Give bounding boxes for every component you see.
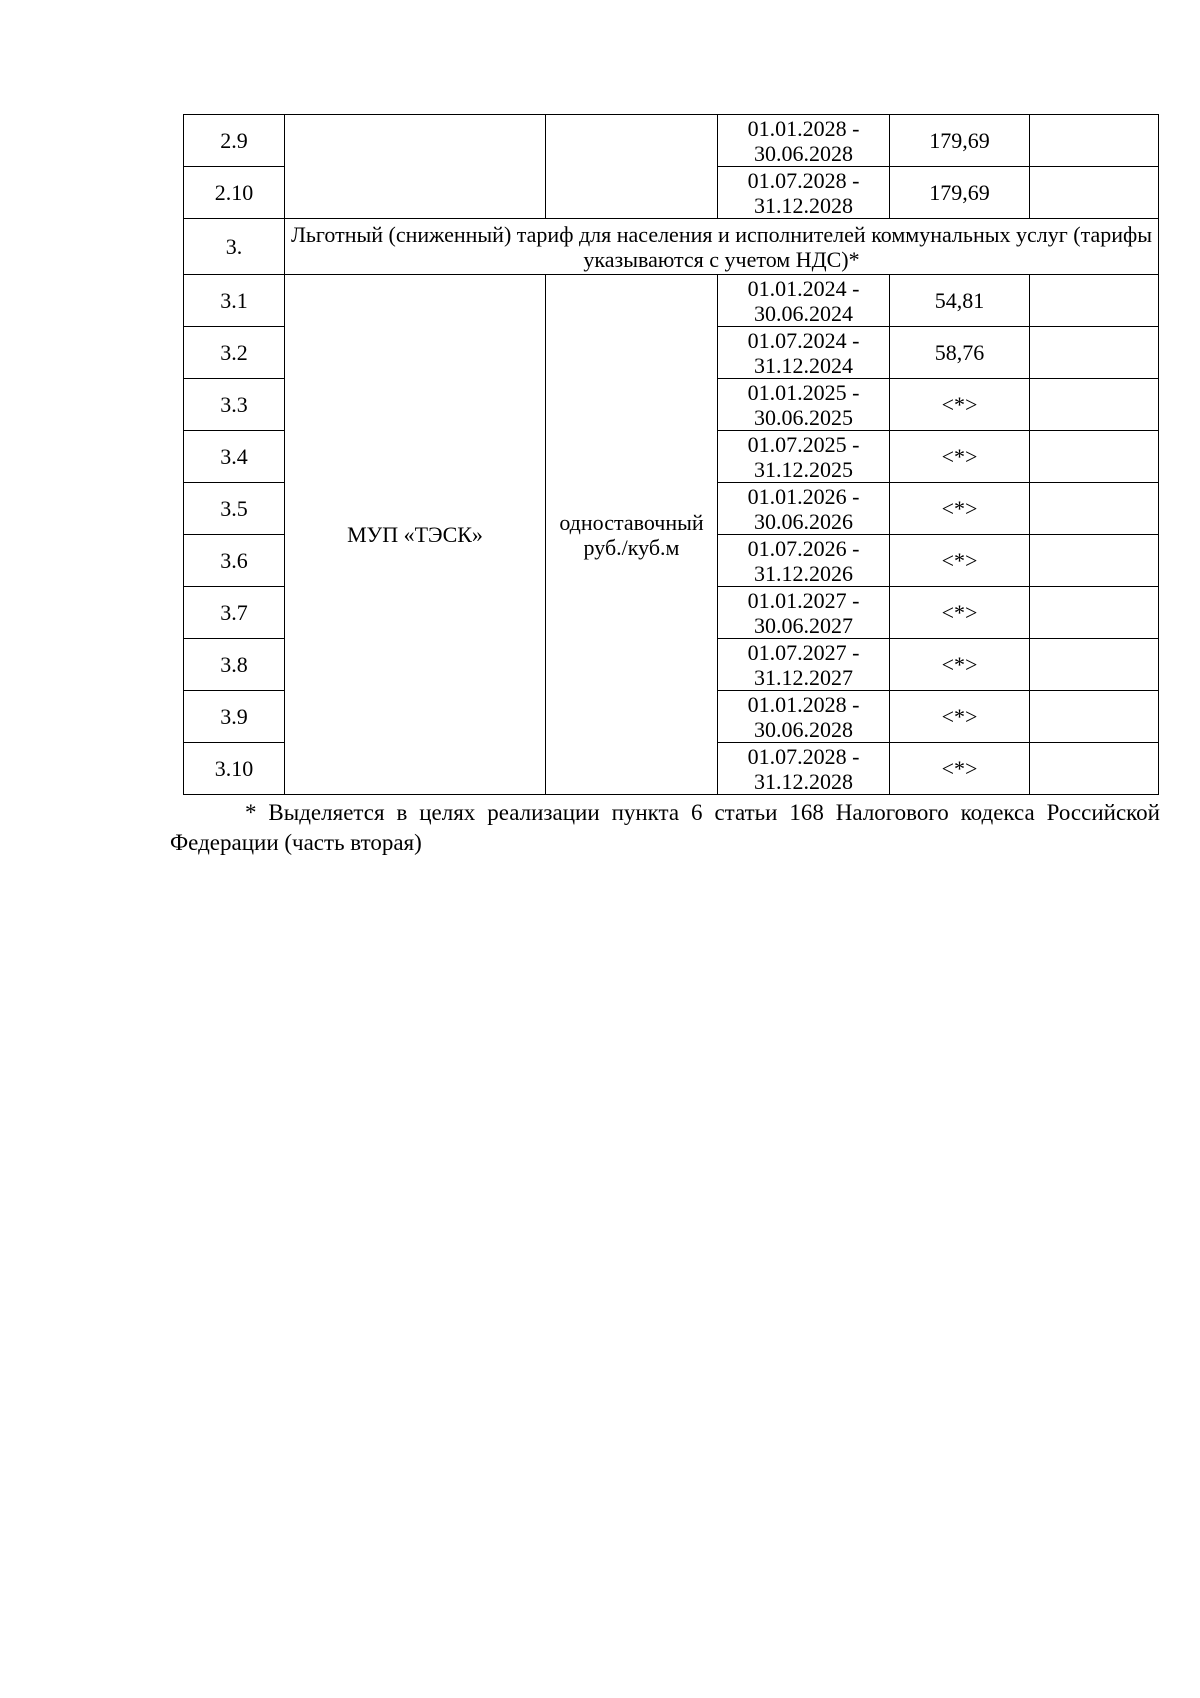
tariff-unit: руб./куб.м [583,534,680,560]
period-cell [718,639,890,691]
period-end: 30.06.2026 [754,508,853,534]
tariff-value: 179,69 [890,167,1030,219]
row-number: 3.1 [184,275,285,327]
period-cell [718,535,890,587]
period-cell [718,379,890,431]
empty-cell [1030,587,1159,639]
period-cell [718,327,890,379]
tariff-value: 58,76 [890,327,1030,379]
organization-name: МУП «ТЭСК» [285,275,546,795]
period-end: 31.12.2025 [754,456,853,482]
tariff-value: <*> [890,379,1030,431]
section-number: 3. [184,219,285,275]
row-number: 3.6 [184,535,285,587]
period-start: 01.07.2026 - [747,535,860,561]
empty-cell [1030,167,1159,219]
tariff-table [183,114,1159,795]
period-start: 01.01.2025 - [747,379,860,405]
tariff-value: <*> [890,431,1030,483]
period-start: 01.01.2028 - [747,691,860,717]
tariff-value: <*> [890,535,1030,587]
tariff-value: <*> [890,691,1030,743]
tariff-type-unit [546,275,718,795]
empty-cell [1030,327,1159,379]
footnote: * Выделяется в целях реализации пункта 6 статьи 168 Налогового кодекса Российской Федерации (часть вторая) [170,800,1160,855]
period-cell [718,275,890,327]
period-start: 01.07.2024 - [747,327,860,353]
row-number: 3.7 [184,587,285,639]
period-end: 30.06.2024 [754,300,853,326]
row-number: 3.4 [184,431,285,483]
tariff-value: <*> [890,587,1030,639]
period-start: 01.01.2026 - [747,483,860,509]
empty-cell [1030,743,1159,795]
period-cell [718,587,890,639]
row-number: 2.10 [184,167,285,219]
unit-cell-empty [546,115,718,219]
period-end: 30.06.2027 [754,612,853,638]
period-start: 01.01.2024 - [747,275,860,301]
period-cell [718,167,890,219]
tariff-value: <*> [890,743,1030,795]
tariff-value: <*> [890,483,1030,535]
period-start: 01.07.2027 - [747,639,860,665]
period-end: 30.06.2025 [754,404,853,430]
period-end: 31.12.2026 [754,560,853,586]
period-cell [718,483,890,535]
row-number: 3.9 [184,691,285,743]
tariff-type: одноставочный [559,509,704,535]
row-number: 2.9 [184,115,285,167]
empty-cell [1030,431,1159,483]
empty-cell [1030,691,1159,743]
period-end: 30.06.2028 [754,140,853,166]
period-cell [718,691,890,743]
row-number: 3.8 [184,639,285,691]
period-end: 31.12.2027 [754,664,853,690]
period-end: 31.12.2024 [754,352,853,378]
table-row [184,275,1159,327]
empty-cell [1030,275,1159,327]
org-cell-empty [285,115,546,219]
tariff-value: 54,81 [890,275,1030,327]
period-cell [718,431,890,483]
section-header-row [184,219,1159,275]
tariff-value: 179,69 [890,115,1030,167]
row-number: 3.10 [184,743,285,795]
period-start: 01.01.2028 - [747,115,860,141]
period-start: 01.07.2028 - [747,167,860,193]
table-row [184,115,1159,167]
period-start: 01.01.2027 - [747,587,860,613]
row-number: 3.5 [184,483,285,535]
period-cell [718,115,890,167]
period-start: 01.07.2028 - [747,743,860,769]
period-end: 31.12.2028 [754,768,853,794]
empty-cell [1030,115,1159,167]
empty-cell [1030,639,1159,691]
section-title: Льготный (сниженный) тариф для населения и исполнителей коммунальных услуг (тарифы указываются с учетом НДС)* [285,219,1159,275]
period-end: 30.06.2028 [754,716,853,742]
empty-cell [1030,483,1159,535]
tariff-value: <*> [890,639,1030,691]
period-start: 01.07.2025 - [747,431,860,457]
row-number: 3.3 [184,379,285,431]
empty-cell [1030,379,1159,431]
period-cell [718,743,890,795]
row-number: 3.2 [184,327,285,379]
period-end: 31.12.2028 [754,192,853,218]
empty-cell [1030,535,1159,587]
